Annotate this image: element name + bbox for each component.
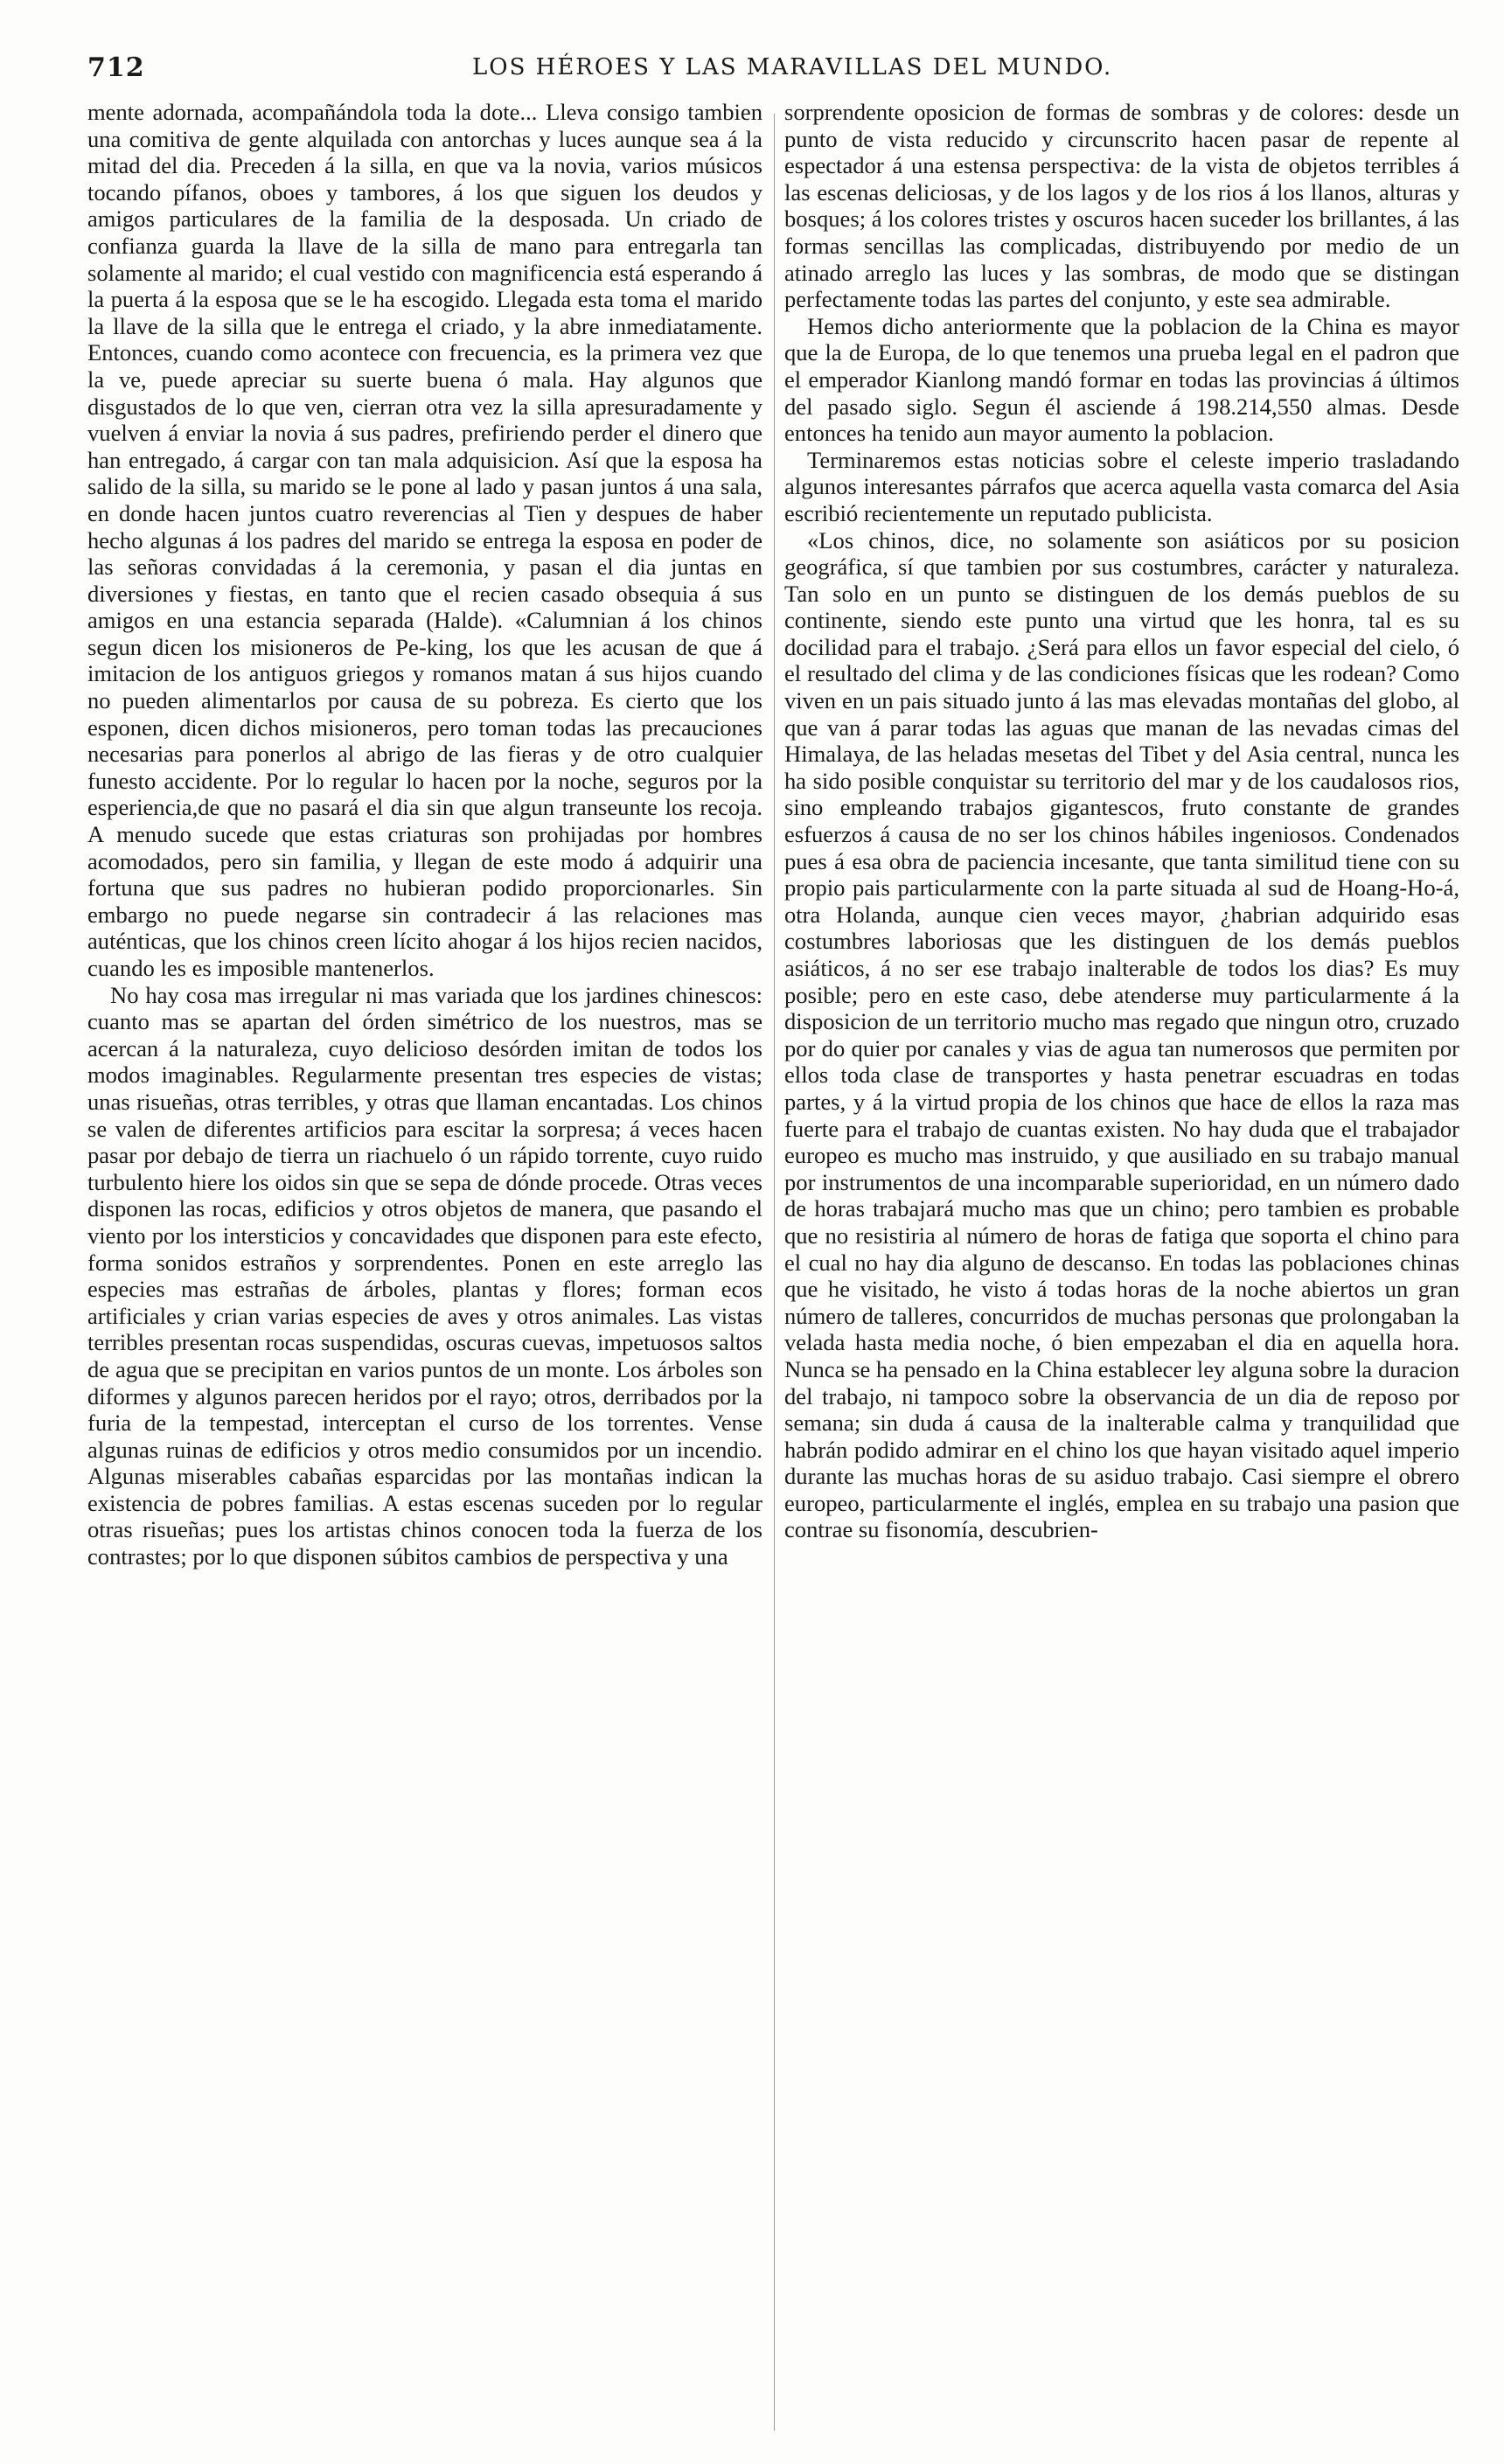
right-paragraph-3: Terminaremos estas noticias sobre el celeste imperio trasladando algunos interesantes párrafos que acerca aquella vasta comarca del Asia escribió recientemente un reputado publicista.	[784, 446, 1459, 526]
page-header	[87, 52, 1452, 94]
right-paragraph-1: sorprendente oposicion de formas de sombras y de colores: desde un punto de vista reducido y circunscrito hacen pasar de repente al espectador á una estensa perspectiva: de la vista de objetos terribles á las escenas deliciosas, y de los lagos y de los rios á los llanos, alturas y bosques; á los colores tristes y oscuros hacen suceder los brillantes, á las formas sencillas las complicadas, distribuyendo por medio de un atinado arreglo las luces y las sombras, de modo que se distingan perfectamente todas las partes del conjunto, y este sea admirable.	[784, 99, 1459, 313]
page-number: 712	[87, 52, 145, 83]
right-paragraph-4: «Los chinos, dice, no solamente son asiáticos por su posicion geográfica, sí que tambien por sus costumbres, carácter y naturaleza. Tan solo en un punto se distinguen de los demás pueblos de su continente, siendo este punto una virtud que les honra, tal es su docilidad para el trabajo. ¿Será para ellos un favor especial del cielo, ó el resultado del clima y de las condiciones físicas que les rodean? Como viven en un pais situado junto á las mas elevadas montañas del globo, al que van á parar todas las aguas que manan de las nevadas cimas del Himalaya, de las heladas mesetas del Tibet y del Asia central, nunca les ha sido posible conquistar su territorio del mar y de los caudalosos rios, sino empleando trabajos gigantescos, fruto constante de grandes esfuerzos á causa de no ser los chinos hábiles ingeniosos. Condenados pues á esa obra de paciencia incesante, que tanta similitud tiene con su propio pais particularmente con la parte situada al sud de Hoang-Ho-á, otra Holanda, aunque cien veces mayor, ¿habrian adquirido esas costumbres laboriosas que les distinguen de los demás pueblos asiáticos, á no ser ese trabajo inalterable de todos los dias? Es muy posible; pero en este caso, debe atenderse muy particularmente á la disposicion de un territorio mucho mas regado que ningun otro, cruzado por do quier por canales y vias de agua tan numerosos que permiten por ellos toda clase de transportes y hasta penetrar escuadras en todas partes, y á la virtud propia de los chinos que hace de ellos la raza mas fuerte para el trabajo de cuantas existen. No hay duda que el trabajador europeo es mucho mas instruido, y que ausiliado en su trabajo manual por instrumentos de una incomparable superioridad, en un número dado de horas trabajará mucho mas que un chino; pero tambien es probable que no resistiria al número de horas de fatiga que soporta el chino para el cual no hay dia alguno de descanso. En todas las poblaciones chinas que he visitado, he visto á todas horas de la noche abiertos un gran número de talleres, concurridos de muchas personas que prolongaban la velada hasta media noche, ó bien empezaban el dia en aquella hora. Nunca se ha pensado en la China establecer ley alguna sobre la duracion del trabajo, ni tampoco sobre la observancia de un dia de reposo por semana; sin duda á causa de la inalterable calma y tranquilidad que habrán podido admirar en el chino los que hayan visitado aquel imperio durante las muchas horas de su asiduo trabajo. Casi siempre el obrero europeo, particularmente el inglés, emplea en su trabajo una pasion que contrae su fisonomía, descubrien-	[784, 526, 1459, 1543]
column-divider	[774, 114, 775, 2431]
left-column	[87, 99, 762, 2451]
running-title: LOS HÉROES Y LAS MARAVILLAS DEL MUNDO.	[472, 54, 1113, 80]
right-paragraph-2: Hemos dicho anteriormente que la poblacion de la China es mayor que la de Europa, de lo que tenemos una prueba legal en el padron que el emperador Kianlong mandó formar en todas las provincias á últimos del pasado siglo. Segun él asciende á 198.214,550 almas. Desde entonces ha tenido aun mayor aumento la poblacion.	[784, 312, 1459, 447]
left-paragraph-2: No hay cosa mas irregular ni mas variada que los jardines chinescos: cuanto mas se apartan del órden simétrico de los nuestros, mas se acercan á la naturaleza, cuyo delicioso desórden imitan de todos los modos imaginables. Regularmente presentan tres especies de vistas; unas risueñas, otras terribles, y otras que llaman encantadas. Los chinos se valen de diferentes artificios para escitar la sorpresa; á veces hacen pasar por debajo de tierra un riachuelo ó un rápido torrente, cuyo ruido turbulento hiere los oidos sin que se sepa de dónde procede. Otras veces disponen las rocas, edificios y otros objetos de manera, que pasando el viento por los intersticios y concavidades que disponen para este efecto, forma sonidos estraños y sorprendentes. Ponen en este arreglo las especies mas estrañas de árboles, plantas y flores; forman ecos artificiales y crian varias especies de aves y otros animales. Las vistas terribles presentan rocas suspendidas, oscuras cuevas, impetuosos saltos de agua que se precipitan en varios puntos de un monte. Los árboles son diformes y algunos parecen heridos por el rayo; otros, derribados por la furia de la tempestad, interceptan el curso de los torrentes. Vense algunas ruinas de edificios y otros medio consumidos por un incendio. Algunas miserables cabañas esparcidas por las montañas indican la existencia de pobres familias. A estas escenas suceden por lo regular otras risueñas; pues los artistas chinos conocen toda la fuerza de los contrastes; por lo que disponen súbitos cambios de perspectiva y una	[87, 981, 762, 1570]
right-column	[784, 99, 1459, 2451]
left-paragraph-1: mente adornada, acompañándola toda la dote... Lleva consigo tambien una comitiva de gente alquilada con antorchas y luces aunque sea á la mitad del dia. Preceden á la silla, en que va la novia, varios músicos tocando pífanos, oboes y tambores, á los que siguen los deudos y amigos particulares de la familia de la desposada. Un criado de confianza guarda la llave de la silla de mano para entregarla tan solamente al marido; el cual vestido con magnificencia está esperando á la puerta á la esposa que se le ha escogido. Llegada esta toma el marido la llave de la silla que le entrega el criado, y la abre inmediatamente. Entonces, cuando como acontece con frecuencia, es la primera vez que la ve, puede apreciar su suerte buena ó mala. Hay algunos que disgustados de lo que ven, cierran otra vez la silla apresuradamente y vuelven á enviar la novia á sus padres, prefiriendo perder el dinero que han entregado, á cargar con tan mala adquisicion. Así que la esposa ha salido de la silla, su marido se le pone al lado y pasan juntos á una sala, en donde hacen juntos cuatro reverencias al Tien y despues de haber hecho algunas á los padres del marido se entrega la esposa en poder de las señoras convidadas á la ceremonia, y pasan el dia juntas en diversiones y fiestas, en tanto que el recien casado obsequia á sus amigos en una estancia separada (Halde). «Calumnian á los chinos segun dicen los misioneros de Pe-king, los que les acusan de que á imitacion de los antiguos griegos y romanos matan á sus hijos cuando no pueden alimentarlos por causa de su pobreza. Es cierto que los esponen, dicen dichos misioneros, pero toman todas las precauciones necesarias para ponerlos al abrigo de las fieras y de otro cualquier funesto accidente. Por lo regular lo hacen por la noche, seguros por la esperiencia,de que no pasará el dia sin que algun transeunte los recoja. A menudo sucede que estas criaturas son prohijadas por hombres acomodados, pero sin familia, y llegan de este modo á adquirir una fortuna que sus padres no hubieran podido proporcionarles. Sin embargo no puede negarse sin contradecir á las relaciones mas auténticas, que los chinos creen lícito ahogar á los hijos recien nacidos, cuando les es imposible mantenerlos.	[87, 99, 762, 981]
